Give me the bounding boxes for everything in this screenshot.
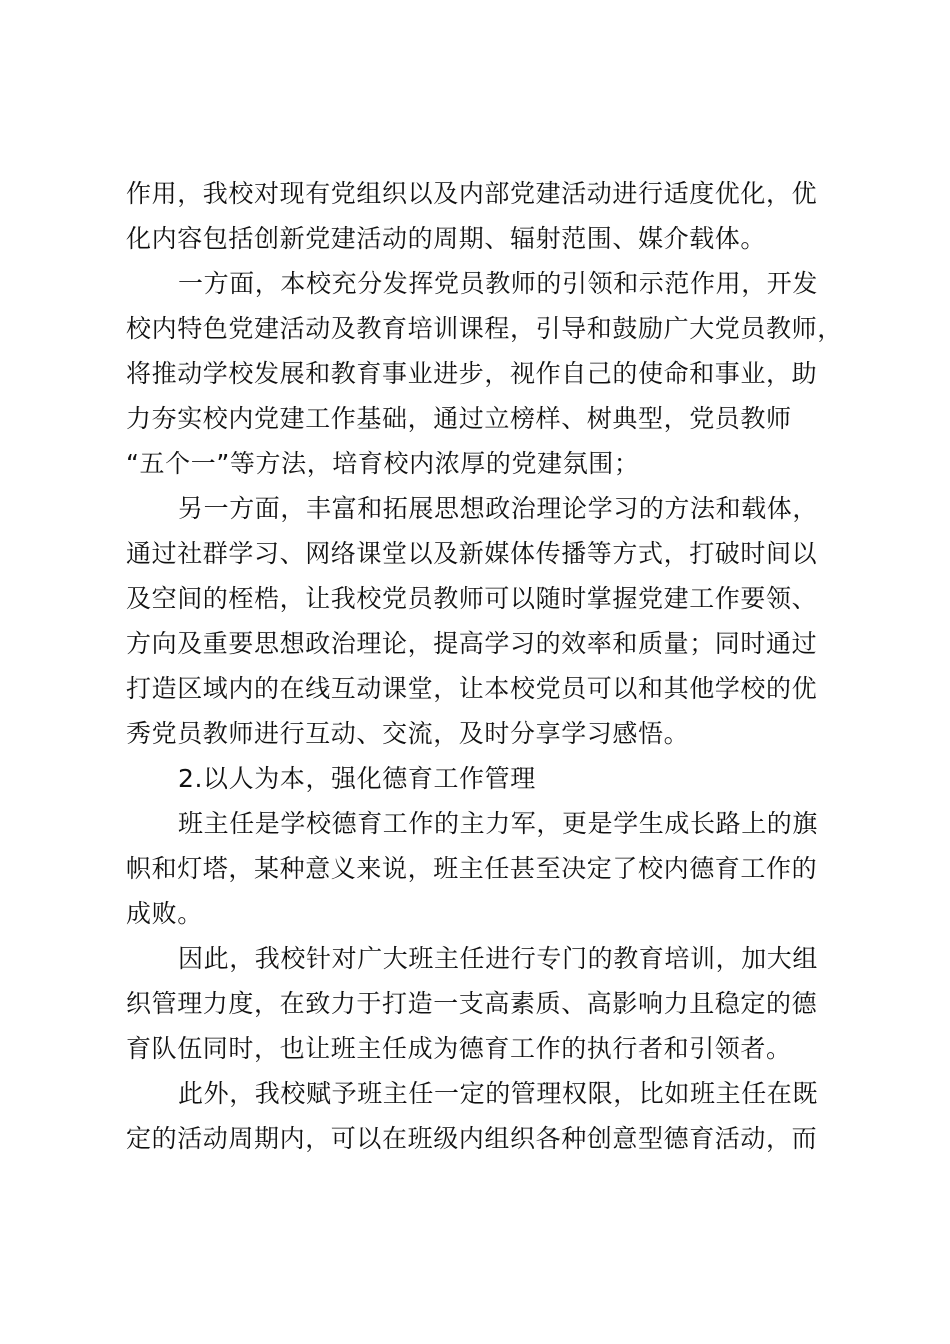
text-line: 及空间的桎梏，让我校党员教师可以随时掌握党建工作要领、: [126, 584, 818, 613]
text-line: 通过社群学习、网络课堂以及新媒体传播等方式，打破时间以: [126, 539, 818, 568]
text-line: 帜和灯塔，某种意义来说，班主任甚至决定了校内德育工作的: [126, 854, 818, 883]
text-line: 秀党员教师进行互动、交流，及时分享学习感悟。: [126, 719, 690, 748]
text-line: 将推动学校发展和教育事业进步，视作自己的使命和事业，助: [126, 359, 818, 388]
text-line: 力夯实校内党建工作基础，通过立榜样、树典型，党员教师: [126, 404, 792, 433]
text-line: 校内特色党建活动及教育培训课程，引导和鼓励广大党员教师，: [126, 314, 843, 343]
text-line: “五个一”等方法，培育校内浓厚的党建氛围；: [126, 449, 640, 478]
paragraph-start-line: 因此，我校针对广大班主任进行专门的教育培训，加大组: [178, 944, 819, 973]
text-line: 作用，我校对现有党组织以及内部党建活动进行适度优化，优: [126, 179, 818, 208]
text-line: 打造区域内的在线互动课堂，让本校党员可以和其他学校的优: [126, 674, 818, 703]
text-line: 化内容包括创新党建活动的周期、辐射范围、媒介载体。: [126, 224, 767, 253]
text-line: 织管理力度，在致力于打造一支高素质、高影响力且稳定的德: [126, 989, 818, 1018]
section-heading: 2.以人为本，强化德育工作管理: [178, 764, 536, 793]
text-line: 方向及重要思想政治理论，提高学习的效率和质量；同时通过: [126, 629, 818, 658]
text-line: 成败。: [126, 899, 203, 928]
paragraph-start-line: 班主任是学校德育工作的主力军，更是学生成长路上的旗: [178, 809, 819, 838]
paragraph-start-line: 此外，我校赋予班主任一定的管理权限，比如班主任在既: [178, 1079, 819, 1108]
paragraph-start-line: 一方面，本校充分发挥党员教师的引领和示范作用，开发: [178, 269, 819, 298]
text-line: 育队伍同时，也让班主任成为德育工作的执行者和引领者。: [126, 1034, 792, 1063]
paragraph-start-line: 另一方面，丰富和拓展思想政治理论学习的方法和载体，: [178, 494, 819, 523]
text-line: 定的活动周期内，可以在班级内组织各种创意型德育活动，而: [126, 1124, 818, 1153]
